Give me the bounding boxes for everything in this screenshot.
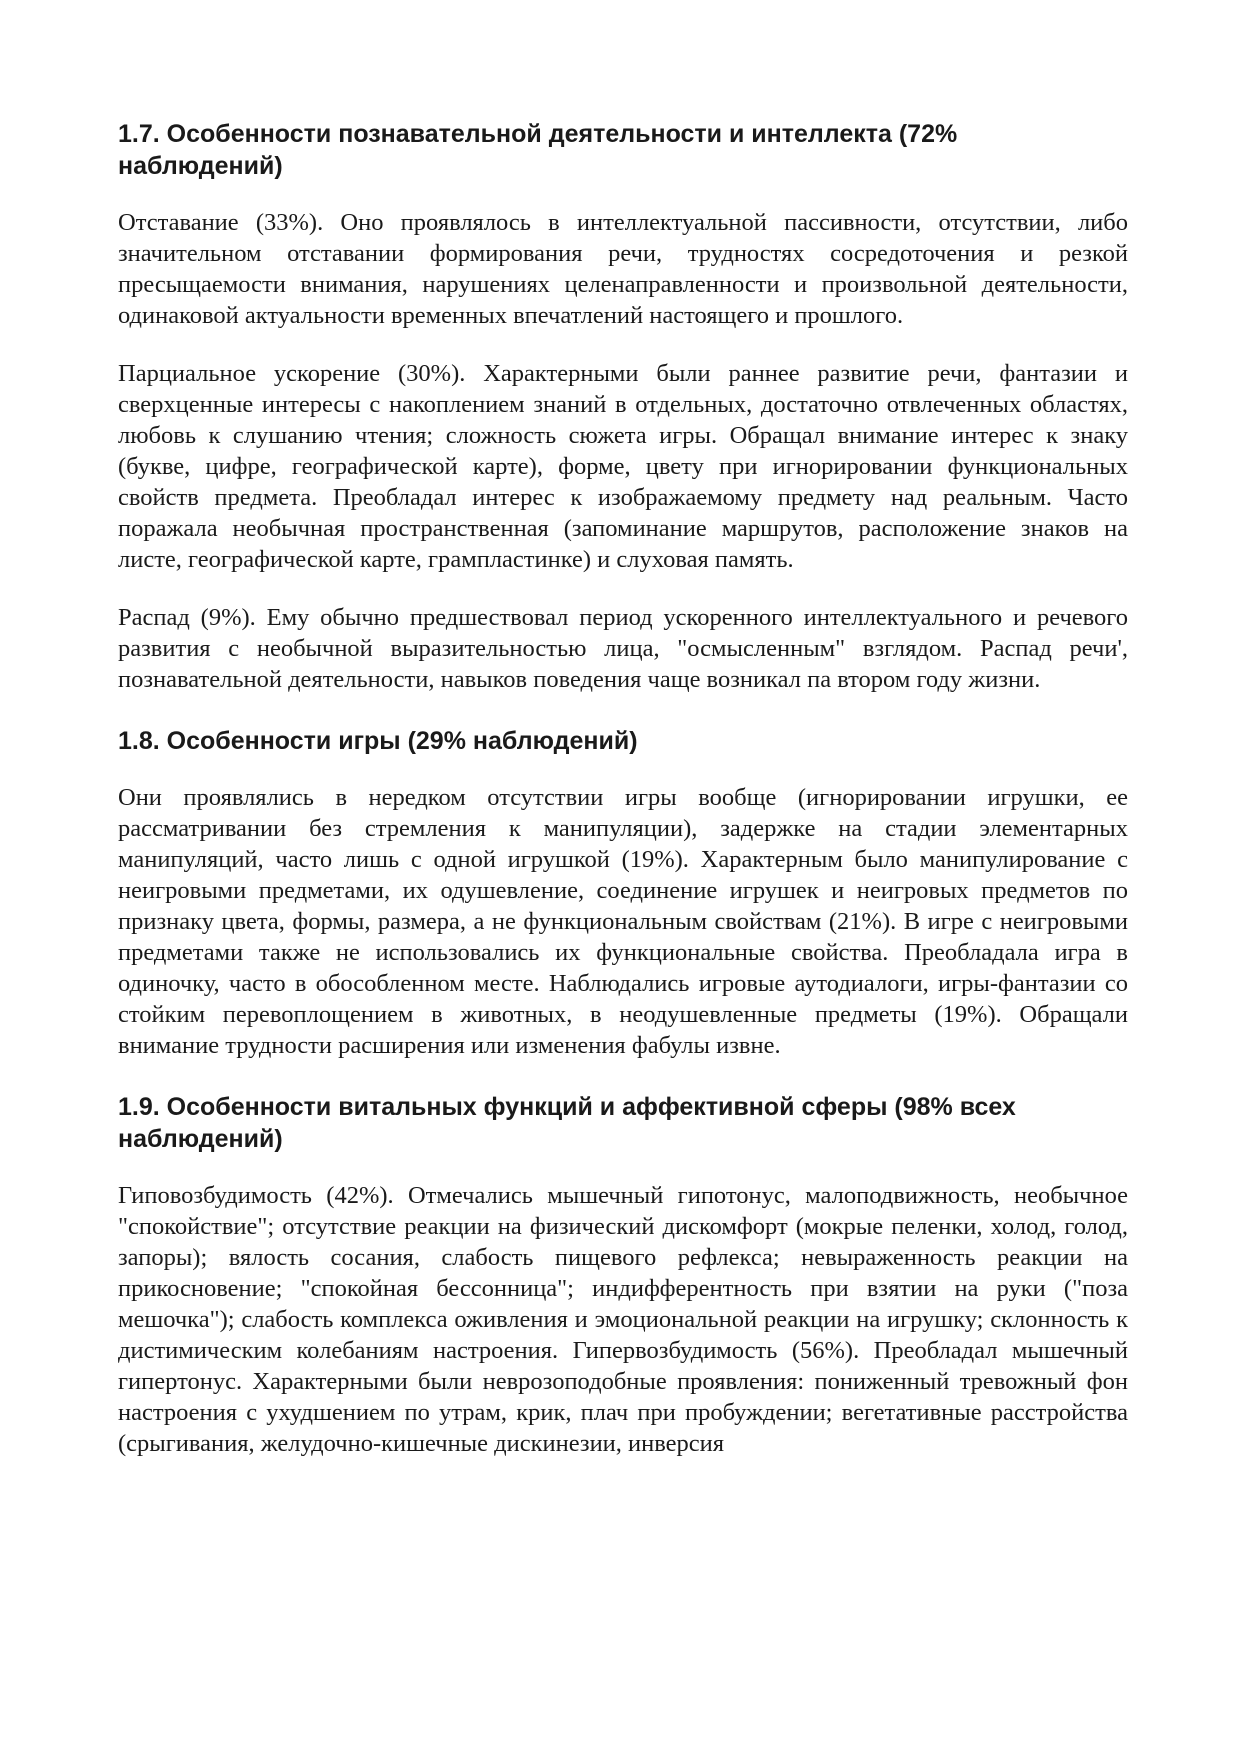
section-heading-1-8: 1.8. Особенности игры (29% наблюдений) <box>118 727 638 755</box>
paragraph-vital-functions: Гиповозбудимость (42%). Отмечались мышечный гипотонус, малоподвижность, необычное "спокойствие"; отсутствие реакции на физический дискомфорт (мокрые пеленки, холод, голод, запоры); вялость сосания, слабость пищевого рефлекса; невыраженность реакции на прикосновение; "спокойная бессонница"; индифферентность при взятии на руки ("поза мешочка"); слабость комплекса оживления и эмоциональной реакции на игрушку; склонность к дистимическим колебаниям настроения. Гипервозбудимость (56%). Преобладал мышечный гипертонус. Характерными были неврозоподобные проявления: пониженный тревожный фон настроения с ухудшением по утрам, крик, плач при пробуждении; вегетативные расстройства (срыгивания, желудочно-кишечные дискинезии, инверсия <box>118 1182 1128 1457</box>
paragraph-lag: Отставание (33%). Оно проявлялось в интеллектуальной пассивности, отсутствии, либо значительном отставании формирования речи, трудностях сосредоточения и резкой пресыщаемости внимания, нарушениях целенаправленности и произвольной деятельности, одинаковой актуальности временных впечатлений настоящего и прошлого. <box>118 209 1128 329</box>
section-heading-1-7: 1.7. Особенности познавательной деятельности и интеллекта (72% наблюдений) <box>118 120 958 180</box>
paragraph-play: Они проявлялись в нередком отсутствии игры вообще (игнорировании игрушки, ее рассматривании без стремления к манипуляции), задержке на стадии элементарных манипуляций, часто лишь с одной игрушкой (19%). Характерным было манипулирование с неигровыми предметами, их одушевление, соединение игрушек и неигровых предметов по признаку цвета, формы, размера, а не функциональным свойствам (21%). В игре с неигровыми предметами также не использовались их функциональные свойства. Преобладала игра в одиночку, часто в обособленном месте. Наблюдались игровые аутодиалоги, игры-фантазии со стойким перевоплощением в животных, в неодушевленные предметы (19%). Обращали внимание трудности расширения или изменения фабулы извне. <box>118 784 1128 1059</box>
paragraph-partial-acceleration: Парциальное ускорение (30%). Характерными были раннее развитие речи, фантазии и сверхценные интересы с накоплением знаний в отдельных, достаточно отвлеченных областях, любовь к слушанию чтения; сложность сюжета игры. Обращал внимание интерес к знаку (букве, цифре, географической карте), форме, цвету при игнорировании функциональных свойств предмета. Преобладал интерес к изображаемому предмету над реальным. Часто поражала необычная пространственная (запоминание маршрутов, расположение знаков на листе, географической карте, грампластинке) и слуховая память. <box>118 360 1128 573</box>
paragraph-decay: Распад (9%). Ему обычно предшествовал период ускоренного интеллектуального и речевого развития с необычной выразительностью лица, "осмысленным" взглядом. Распад речи', познавательной деятельности, навыков поведения чаще возникал па втором году жизни. <box>118 604 1128 693</box>
document-page <box>118 118 1128 1459</box>
section-heading-1-9: 1.9. Особенности витальных функций и аффективной сферы (98% всех наблюдений) <box>118 1093 1016 1153</box>
